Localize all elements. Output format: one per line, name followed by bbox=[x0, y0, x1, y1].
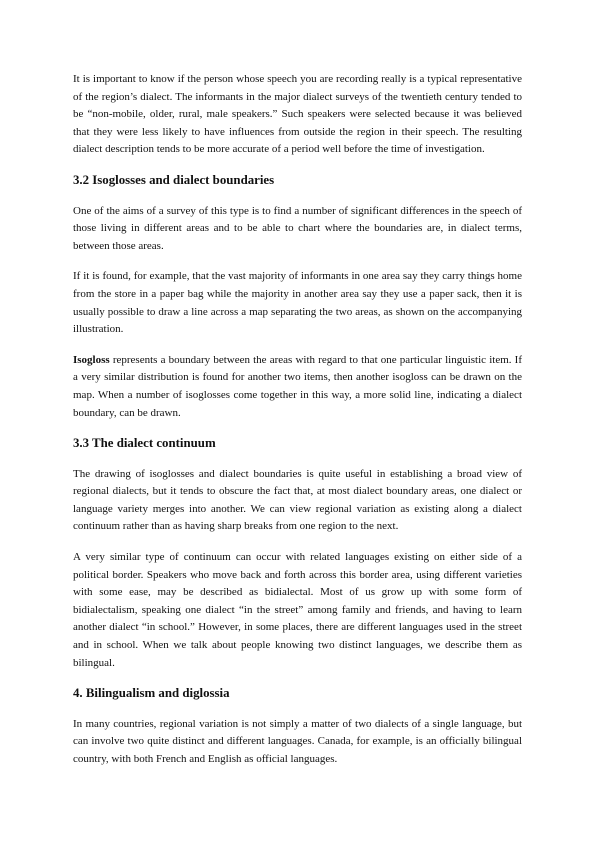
paragraph-bidialectal: A very similar type of continuum can occur with related languages existing on either side of a political border. Speakers who move back and forth across this border area, using different varieties with some ease, may be described as bidialectal. Most of us grow up with some form of bidialectalism, speaking one dialect “in the street” among family and friends, and having to learn another dialect “in school.” However, in some places, there are different languages used in the street and in school. When we talk about people knowing two distinct languages, we describe them as bilingual. bbox=[73, 551, 522, 669]
paragraph-bilingualism: In many countries, regional variation is not simply a matter of two dialects of a single language, but can involve two quite distinct and different languages. Canada, for example, is an officially bilingual country, with both French and English as official languages. bbox=[73, 717, 522, 765]
paragraph-survey-aims: One of the aims of a survey of this type is to find a number of significant differences in the speech of those living in different areas and to be able to chart where the boundaries are, in dialect terms, between those areas. bbox=[73, 204, 522, 252]
paragraph-isogloss-definition bbox=[73, 352, 522, 422]
isogloss-definition-text: represents a boundary between the areas with regard to that one particular linguistic item. If a very similar distribution is found for another two items, then another isogloss can be drawn on the map. When a number of isoglosses come together in this way, a more solid line, indicating a dialect boundary, can be drawn. bbox=[73, 353, 522, 419]
paragraph-dialect-continuum: The drawing of isoglosses and dialect boundaries is quite useful in establishing a broad view of regional dialects, but it tends to obscure the fact that, at most dialect boundary areas, one dialect or language variety merges into another. We can view regional variation as existing along a dialect continuum rather than as having sharp breaks from one region to the next. bbox=[73, 467, 522, 533]
paragraph-paper-bag-example: If it is found, for example, that the vast majority of informants in one area say they carry things home from the store in a paper bag while the majority in another area say they use a paper sack, then it is usually possible to draw a line across a map separating the two areas, as shown on the accompanying illustration. bbox=[73, 270, 522, 336]
section-heading-4: 4. Bilingualism and diglossia bbox=[73, 686, 230, 701]
section-heading-3-3: 3.3 The dialect continuum bbox=[73, 436, 216, 451]
section-heading-3-2: 3.2 Isoglosses and dialect boundaries bbox=[73, 172, 275, 187]
isogloss-term: Isogloss bbox=[73, 353, 110, 366]
paragraph-informants: It is important to know if the person whose speech you are recording really is a typical representative of the region’s dialect. The informants in the major dialect surveys of the twentieth century tended to be “non-mobile, older, rural, male speakers.” Such speakers were selected because it was believed that they were less likely to have influences from outside the region in their speech. The resulting dialect description tends to be more accurate of a period well before the time of investigation. bbox=[73, 73, 522, 156]
